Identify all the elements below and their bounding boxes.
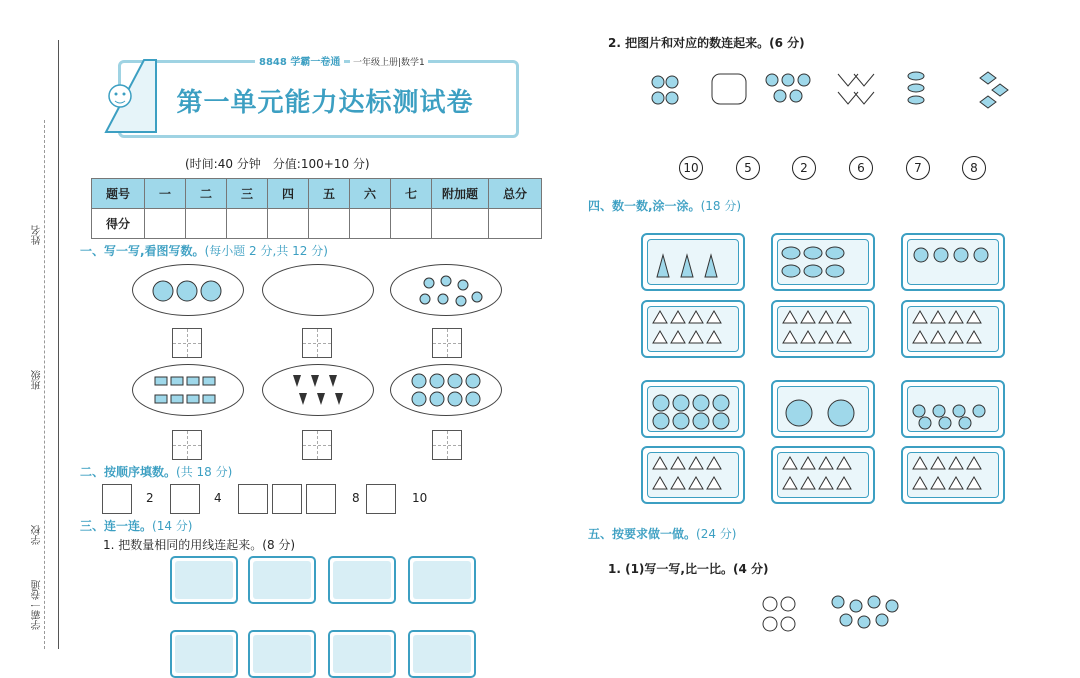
chicks-icon — [391, 265, 501, 315]
apples-icon — [133, 265, 243, 315]
sequence-blank[interactable] — [238, 484, 268, 514]
school-label: 学校 — [32, 525, 43, 545]
answer-grid[interactable] — [302, 328, 332, 358]
match-card[interactable] — [248, 630, 316, 678]
score-header-cell: 题号 — [92, 179, 145, 209]
score-row — [92, 209, 542, 239]
series-label: 8848 学霸一卷通 — [255, 53, 344, 68]
oval-shuttlecocks — [262, 364, 374, 416]
circled-number[interactable]: 5 — [736, 156, 760, 180]
score-header-cell: 四 — [268, 179, 309, 209]
page-title: 第一单元能力达标测试卷 — [176, 88, 474, 118]
section5-heading — [588, 525, 736, 542]
score-cell[interactable] — [489, 209, 542, 239]
score-cell[interactable] — [309, 209, 350, 239]
sequence-number: 8 — [352, 491, 360, 505]
sequence-blank[interactable] — [170, 484, 200, 514]
name-label: 姓名 — [32, 225, 43, 245]
sequence-number: 4 — [214, 491, 222, 505]
score-cell[interactable] — [432, 209, 489, 239]
margin-line — [58, 40, 59, 649]
match-card[interactable] — [170, 630, 238, 678]
balls-icon — [391, 365, 501, 415]
score-cell[interactable] — [391, 209, 432, 239]
section4-heading — [588, 197, 741, 214]
match-card-apples[interactable] — [170, 556, 238, 604]
question-3-1: 1. 把数量相同的用线连起来。(8 分) — [103, 538, 296, 552]
answer-grid[interactable] — [432, 430, 462, 460]
oval-flowers — [132, 364, 244, 416]
section2-title: 二、按顺序填数。 — [80, 465, 177, 479]
pandas-and-figures-icon — [760, 590, 910, 640]
section4-points: (18 分) — [700, 199, 742, 213]
shuttlecock-icon — [263, 365, 373, 415]
match-card-cupcakes[interactable] — [248, 556, 316, 604]
flowers-icon — [133, 365, 243, 415]
score-header-cell: 五 — [309, 179, 350, 209]
score-header-cell: 七 — [391, 179, 432, 209]
answer-grid[interactable] — [172, 430, 202, 460]
score-cell[interactable] — [145, 209, 186, 239]
score-header-cell: 一 — [145, 179, 186, 209]
circled-number[interactable]: 10 — [679, 156, 703, 180]
score-header-cell: 二 — [186, 179, 227, 209]
oval-balls — [390, 364, 502, 416]
answer-grid[interactable] — [172, 328, 202, 358]
time-info: (时间:40 分钟 分值:100+10 分) — [185, 157, 370, 171]
section3-title: 三、连一连。 — [80, 519, 153, 533]
match-card[interactable] — [328, 630, 396, 678]
oval-empty — [262, 264, 374, 316]
circled-number[interactable]: 2 — [792, 156, 816, 180]
section4-title: 四、数一数,涂一涂。 — [588, 199, 701, 213]
circled-number[interactable]: 6 — [849, 156, 873, 180]
section5-title: 五、按要求做一做。 — [588, 527, 697, 541]
score-cell[interactable] — [227, 209, 268, 239]
score-table — [91, 178, 542, 239]
circled-number[interactable]: 7 — [906, 156, 930, 180]
score-header-cell: 总分 — [489, 179, 542, 209]
sequence-blank[interactable] — [306, 484, 336, 514]
grade-label: 一年级上册|数学1 — [350, 55, 428, 68]
sequence-number: 10 — [412, 491, 428, 505]
count-drawings — [641, 233, 1005, 506]
match-card-mushrooms[interactable] — [408, 556, 476, 604]
score-row-label: 得分 — [92, 209, 145, 239]
score-header-cell: 六 — [350, 179, 391, 209]
score-header-row — [92, 179, 542, 209]
brand-label: 学霸一卷通 — [32, 580, 43, 630]
score-header-cell: 附加题 — [432, 179, 489, 209]
sequence-blank[interactable] — [272, 484, 302, 514]
circled-number[interactable]: 8 — [962, 156, 986, 180]
section1-title: 一、写一写,看图写数。 — [80, 244, 205, 258]
picture-row-icons — [640, 62, 1050, 122]
section2-points: (共 18 分) — [176, 465, 233, 479]
answer-grid[interactable] — [302, 430, 332, 460]
section5-points: (24 分) — [696, 527, 737, 541]
oval-chicks — [390, 264, 502, 316]
section1-heading — [80, 242, 328, 259]
section3-points: (14 分) — [152, 519, 193, 533]
question-2: 2. 把图片和对应的数连起来。(6 分) — [608, 36, 805, 50]
sequence-number: 2 — [146, 491, 154, 505]
section1-points: (每小题 2 分,共 12 分) — [204, 244, 328, 258]
match-card-cakes[interactable] — [328, 556, 396, 604]
sequence-blank[interactable] — [102, 484, 132, 514]
match-card[interactable] — [408, 630, 476, 678]
class-label: 班级 — [32, 370, 43, 390]
score-cell[interactable] — [268, 209, 309, 239]
section2-heading — [80, 463, 232, 480]
score-header-cell: 三 — [227, 179, 268, 209]
score-cell[interactable] — [186, 209, 227, 239]
score-cell[interactable] — [350, 209, 391, 239]
section3-heading — [80, 517, 192, 534]
answer-grid[interactable] — [432, 328, 462, 358]
sequence-blank[interactable] — [366, 484, 396, 514]
question-5-1: 1. (1)写一写,比一比。(4 分) — [608, 562, 769, 576]
oval-apples — [132, 264, 244, 316]
